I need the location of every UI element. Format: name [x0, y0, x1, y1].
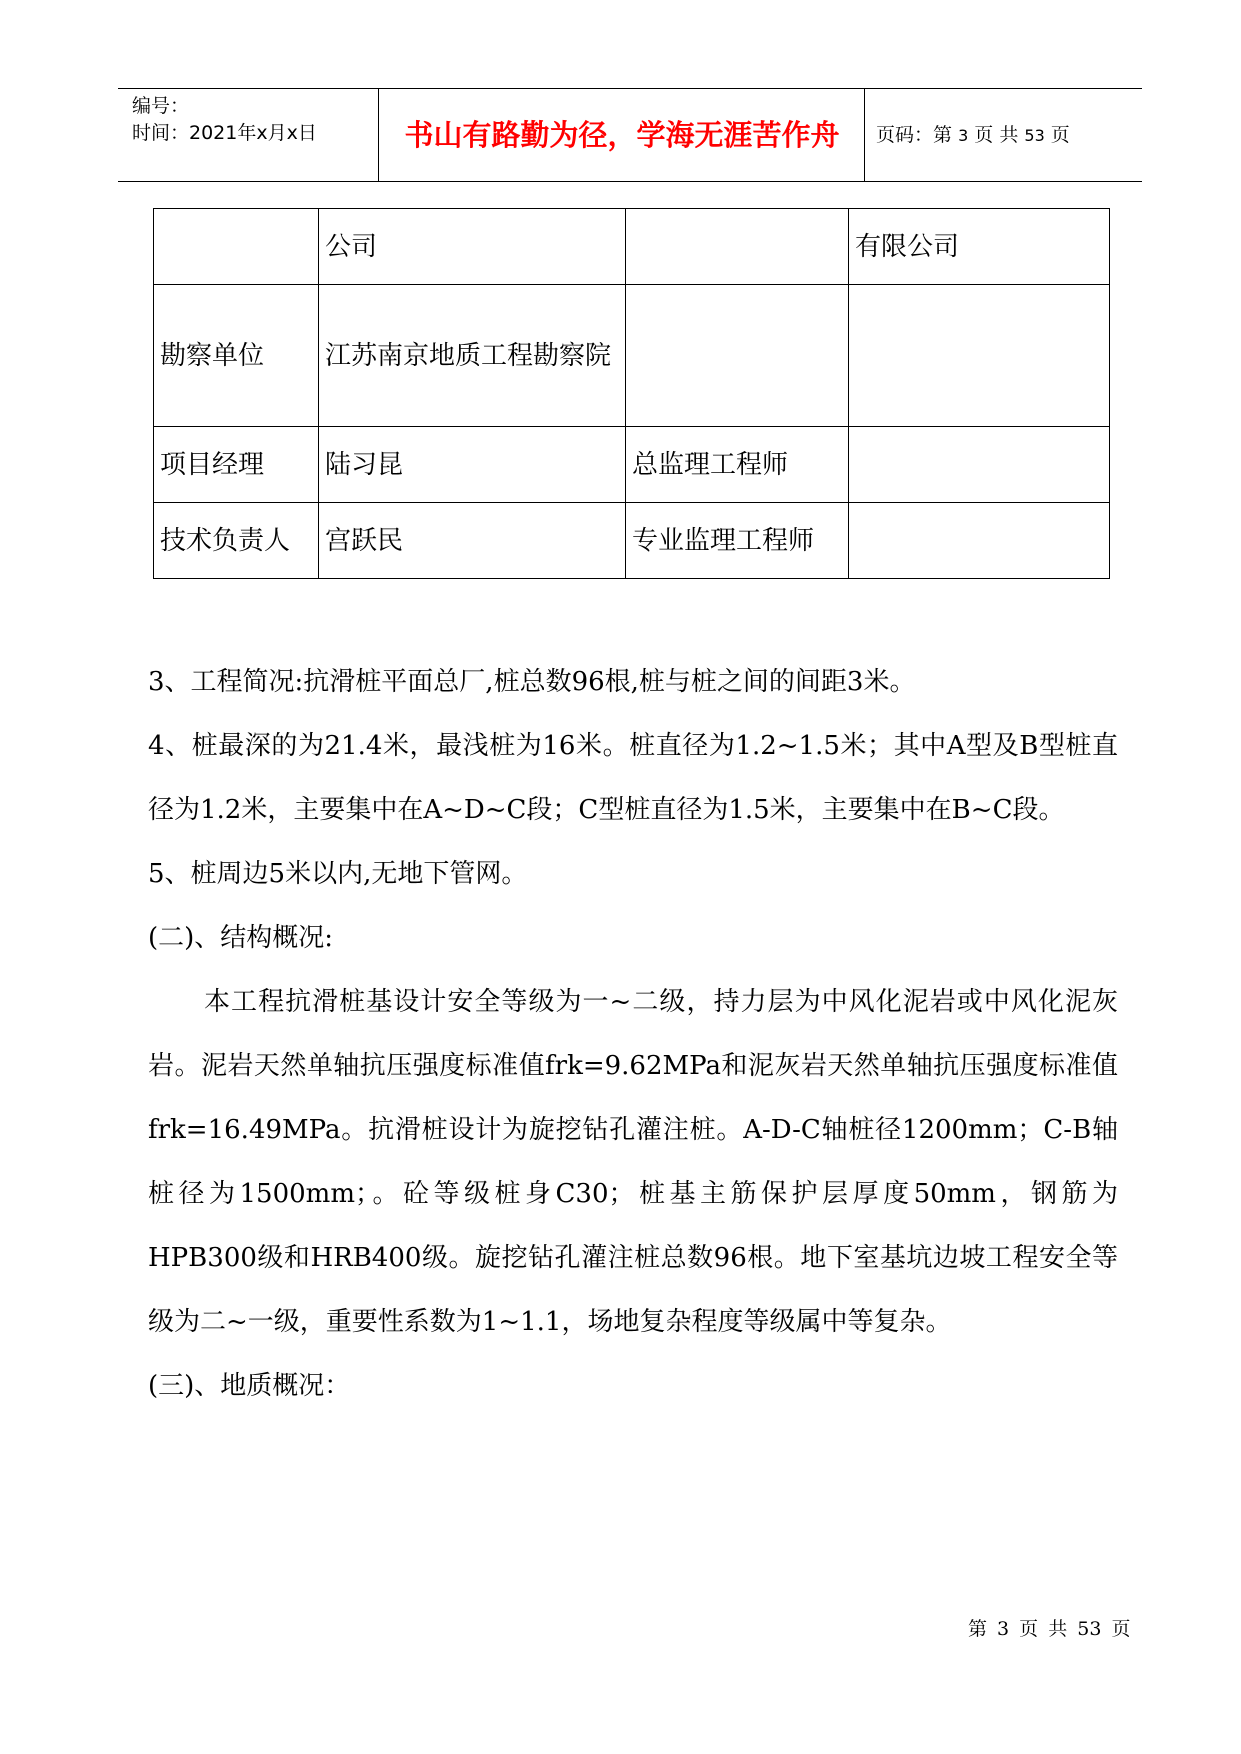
header-meta	[132, 93, 317, 147]
table-cell: 总监理工程师	[626, 427, 849, 503]
page-current: 3	[958, 126, 969, 145]
table-cell	[626, 209, 849, 285]
paragraph: 本工程抗滑桩基设计安全等级为一~二级，持力层为中风化泥岩或中风化泥灰岩。泥岩天然单轴抗压强度标准值frk=9.62MPa和泥灰岩天然单轴抗压强度标准值frk=16.49MPa。抗滑桩设计为旋挖钻孔灌注桩。A-D-C轴桩径1200mm；C-B轴桩径为1500mm；。砼等级桩身C30；桩基主筋保护层厚度50mm，钢筋为HPB300级和HRB400级。旋挖钻孔灌注桩总数96根。地下室基坑边坡工程安全等级为二~一级，重要性系数为1~1.1，场地复杂程度等级属中等复杂。	[148, 987, 1118, 1337]
page-footer: 第 3 页 共 53 页	[968, 1618, 1131, 1640]
table-row	[154, 427, 1110, 503]
table-cell	[849, 427, 1110, 503]
header-divider	[378, 89, 379, 181]
table-cell: 陆习昆	[319, 427, 626, 503]
table-cell: 宫跃民	[319, 503, 626, 579]
paragraph: 4、桩最深的为21.4米，最浅桩为16米。桩直径为1.2~1.5米；其中A型及B型桩直径为1.2米，主要集中在A~D~C段；C型桩直径为1.5米，主要集中在B~C段。	[148, 731, 1118, 825]
table-row	[154, 209, 1110, 285]
table-cell: 勘察单位	[154, 285, 319, 427]
table-cell: 项目经理	[154, 427, 319, 503]
page-total: 53	[1024, 126, 1045, 145]
section-heading: (二)、结构概况:	[148, 923, 334, 953]
project-info-table	[153, 208, 1110, 579]
table-cell	[626, 285, 849, 427]
table-cell: 技术负责人	[154, 503, 319, 579]
page-header	[118, 88, 1142, 182]
header-motto: 书山有路勤为径，学海无涯苦作舟	[404, 118, 840, 152]
table-row	[154, 285, 1110, 427]
document-number-label: 编号：	[132, 95, 190, 117]
table-cell: 公司	[319, 209, 626, 285]
header-page-number	[876, 89, 1070, 181]
page-prefix: 页码：第	[876, 124, 953, 146]
document-time: 时间：2021年x月x日	[132, 122, 317, 144]
page-middle: 页 共	[974, 124, 1019, 146]
table-cell: 有限公司	[849, 209, 1110, 285]
paragraph: 5、桩周边5米以内,无地下管网。	[148, 859, 528, 889]
page-suffix: 页	[1050, 124, 1070, 146]
document-body	[148, 650, 1118, 1418]
header-divider	[864, 89, 865, 181]
table-cell: 江苏南京地质工程勘察院	[319, 285, 626, 427]
table-cell: 专业监理工程师	[626, 503, 849, 579]
paragraph: 3、工程简况:抗滑桩平面总厂,桩总数96根,桩与桩之间的间距3米。	[148, 667, 916, 697]
table-cell	[849, 285, 1110, 427]
table-cell	[849, 503, 1110, 579]
table-cell	[154, 209, 319, 285]
section-heading: (三)、地质概况：	[148, 1371, 351, 1401]
table-row	[154, 503, 1110, 579]
